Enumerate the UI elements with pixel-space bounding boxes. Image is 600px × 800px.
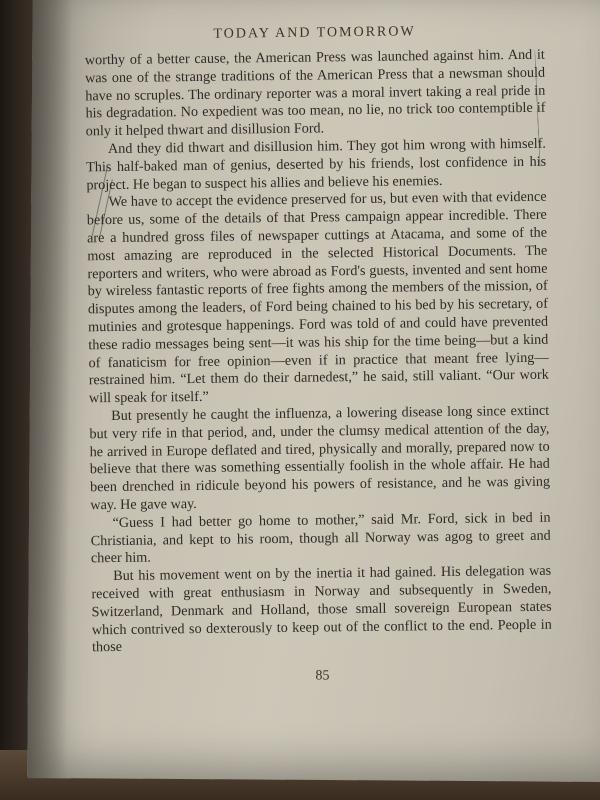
page-text-block — [84, 23, 552, 688]
paragraph: We have to accept the evidence preserved for us, but even with that evidence before us, some of the details of that Press campaign appear incredible. There are a hundred gross files of newspaper cuttings at Atacama, and some of the most amazing are reproduced in the selected Historical Documents. The reporters and writers, who were abroad as Ford's guests, invented and sent home by wireless fantastic reports of free fights among the members of the mission, of disputes among the leaders, of Ford being chained to his bed by his secretary, of mutinies and grotesque happenings. Ford was told of and could have prevented these radio messages being sent—it was his ship for the time being—but a kind of fanaticism for free opinion—even if in practice that meant free lying—restrained him. “Let them do their darnedest,” he said, still valiant. “Our work will speak for itself.” — [86, 189, 549, 407]
paragraph: But his movement went on by the inertia it had gained. His delegation was received with great enthusiasm in Norway and subsequently in Sweden, Switzerland, Denmark and Holland, those small sovereign European states which contrived so dexterously to keep out of the conflict to the end. People in those — [91, 562, 552, 656]
page-gutter-shadow — [27, 0, 73, 778]
running-head: TODAY AND TOMORROW — [213, 24, 416, 42]
book-page — [27, 0, 600, 782]
paragraph: But presently he caught the influenza, a lowering disease long since extinct but very rife in that period, and, under the clumsy medical attention of the day, he arrived in Europe deflated and tired, physically and morally, prepared now to believe that there was something essentially foolish in the whole affair. He had been drenched in ridicule beyond his powers of resistance, and he was giving way. He gave way. — [89, 402, 551, 514]
paragraph: And they did thwart and disillusion him. They got him wrong with himself. This half-baked man of genius, deserted by his friends, lost confidence in his project. He began to suspect his allies and believe his enemies. — [86, 135, 547, 193]
page-number: 85 — [315, 668, 330, 684]
paragraph: worthy of a better cause, the American Press was launched against him. And it was one of the strange traditions of the American Press that a newsman should have no scruples. The ordinary reporter was a moral invert taking a real pride in his degradation. No expedient was too mean, no lie, no trick too contemptible if only it helped thwart and disillusion Ford. — [84, 46, 546, 140]
paragraph: “Guess I had better go home to mother,” said Mr. Ford, sick in bed in Christiania, and kept to his room, though all Norway was agog to greet and cheer him. — [90, 509, 551, 567]
